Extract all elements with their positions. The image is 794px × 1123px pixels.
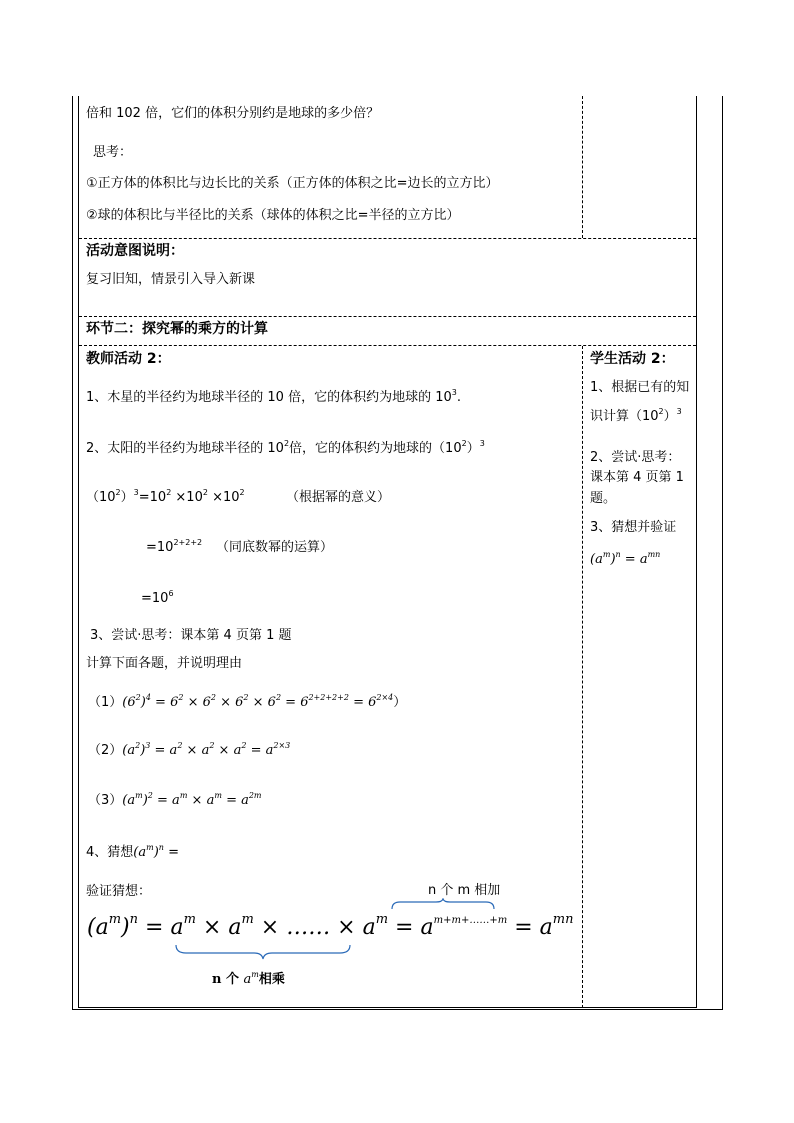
p2-e2: 2 [209,741,215,750]
big-a-5: a [420,915,434,940]
p1-outer-exp: 4 [145,693,151,702]
p2-label: （2） [88,743,123,758]
p3-r-exp: 2m [248,791,262,800]
student-l7-eq: = a [620,552,648,567]
row-divider-3 [79,345,696,346]
column-divider-top [582,96,583,238]
p1-r1-exp: 2+2+2+2 [308,693,349,702]
student-l2-close: ） [663,409,677,424]
eq1-b: ） [120,490,134,505]
p3-outer-exp: 2 [147,791,153,800]
brace-bottom-label [212,972,285,988]
item4-base: a [138,845,147,860]
teacher-item-3-sub: 计算下面各题，并说明理由 [86,656,243,671]
student-l2-exp2: 3 [676,407,682,416]
equation-1-note: （根据幂的意义） [286,490,391,505]
brace-top-label: n 个 m 相加 [428,883,501,898]
equation-3 [141,591,174,607]
inner-bottom-border [79,1007,696,1008]
big-dots: …… [286,915,331,940]
student-l7-a: a [595,552,603,567]
table-left-border [72,96,73,1010]
p2-e3: 2 [241,741,247,750]
big-m-2: m [183,912,196,927]
teacher-title: 教师活动 2： [86,351,171,367]
teacher-item-3: 3、尝试·思考：课本第 4 页第 1 题 [90,628,292,643]
p1-rhs: = 6 [155,695,179,710]
item2-text: 2、太阳的半径约为地球半径的 10 [86,441,284,456]
p2-x2: × a [214,743,242,758]
student-l2-text: 识计算（10 [590,409,659,424]
item2-mid: 倍，它的体积约为地球的（10 [289,441,462,456]
p2-base: a [127,743,136,758]
eq1-b-exp: 3 [133,488,139,497]
p1-close: ） [393,695,407,710]
big-x-1: × [195,915,229,940]
item2-exp2: 2 [461,439,467,448]
p2-base-exp: 2 [135,741,141,750]
item2-exp: 2 [283,439,290,448]
table-bottom-border [72,1009,723,1010]
problem-1: $(1)(6^2)^4 = 6^2 \times 6^2 \times 6^2 \times 6^2 = 6^{2+2+2+2} = 6^{2\times 4}$） [88,693,407,710]
student-l7-m: m [602,550,611,559]
big-a-6: a [539,915,553,940]
eq1-e3: 2 [239,488,245,497]
eq2-base: =10 [146,540,174,555]
student-line-2 [590,409,682,425]
student-line-6: 3、猜想并验证 [590,520,677,535]
item1-text: 1、木星的半径约为地球半径的 10 倍，它的体积约为地球的 10 [86,390,452,405]
eq1-rhs: =10 [138,490,167,505]
p1-x2: × 6 [215,695,244,710]
big-m-1: m [108,912,122,927]
p3-base-exp: m [135,791,143,800]
think-item-1: ①正方体的体积比与边长比的关系（正方体的体积之比=边长的立方比） [86,176,499,191]
p1-label: （1） [88,695,123,710]
intent-text: 复习旧知，情景引入导入新课 [86,272,256,287]
big-mn: mn [552,912,574,927]
p1-r2: = 6 [353,695,377,710]
problem-2: $(2)(a^2)^3 = a^2 \times a^2 \times a^2 = a^{2\times 3}$ [88,741,291,758]
student-line-7: $(a^m)^n = a^{mn}$ [590,550,661,567]
p2-r-exp: 2×3 [273,741,291,750]
verify-label: 验证猜想： [86,884,152,899]
teacher-item-2 [86,441,485,457]
p1-base: 6 [127,695,136,710]
think-label: 思考： [93,145,133,160]
p1-e1: 2 [178,693,184,702]
section2-title: 环节二：探究幂的乘方的计算 [86,321,268,337]
p2-r: = a [250,743,274,758]
eq3-base: =10 [141,591,169,606]
big-a-3: a [228,915,242,940]
big-m-3: m [241,912,254,927]
eq3-exp: 6 [168,589,174,598]
item4-eq: = [163,845,179,860]
big-a-4: a [362,915,376,940]
brace-bottom-post: 相乘 [258,972,285,987]
teacher-item-4: 4、猜想$(a^m)^n$ = [86,843,179,860]
eq1-a: （10 [86,490,116,505]
item4-label: 4、猜想 [86,845,134,860]
p3-r: = a [226,793,249,808]
eq1-e2: 2 [202,488,208,497]
p1-e2: 2 [210,693,216,702]
big-a-1: a [95,915,109,940]
student-l7-n: n [615,550,621,559]
eq1-a-exp: 2 [115,488,121,497]
equation-2-note: （同底数幂的运算） [216,540,334,555]
student-line-5: 题。 [590,491,617,506]
big-x-2: × [253,915,287,940]
row-divider-1 [79,238,696,239]
student-line-4: 课本第 4 页第 1 [590,470,684,485]
big-n-1: n [129,912,139,927]
item4-outer-exp: n [158,843,164,852]
p3-e2: m [214,791,222,800]
big-x-3: × [330,915,363,940]
item2-close: ） [466,441,480,456]
inner-right-border [696,96,697,1008]
intent-title: 活动意图说明： [86,243,184,259]
eq1-x2: ×10 [207,490,240,505]
column-divider-bottom [582,346,583,1008]
item2-exp3: 3 [479,439,485,448]
student-l7-mn: mn [647,550,661,559]
p1-base-exp: 2 [135,693,141,702]
big-m-4: m [375,912,389,927]
think-item-2: ②球的体积比与半径比的关系（球体的体积之比=半径的立方比） [86,208,460,223]
student-l2-exp: 2 [658,407,664,416]
table-right-border [722,96,723,1010]
p1-e4: 2 [275,693,282,702]
big-sum-exp: m+m+……+m [433,915,508,926]
student-line-3: 2、尝试·思考： [590,450,681,465]
bottom-brace [174,944,352,960]
brace-bottom-m: m [251,970,259,979]
item1-exp: 3 [451,388,457,397]
item4-base-exp: m [146,843,154,852]
p3-label: （3） [88,793,123,808]
eq1-e1: 2 [166,488,172,497]
equation-1 [86,490,245,506]
verification-equation: $(a^m)^n = a^m \times a^m$ × …… × $a^m = a^{m+m+\dots\dots+m} = a^{mn}$ [87,912,574,940]
p3-e1: m [179,791,188,800]
eq2-exp: 2+2+2 [173,538,203,547]
p1-x3: × 6 [248,695,276,710]
student-title: 学生活动 2： [590,351,675,367]
item1-end: . [456,390,461,405]
inner-left-border [78,96,79,1008]
brace-bottom-a: a [243,972,252,987]
teacher-item-1 [86,390,461,406]
p3-rhs: = a [157,793,180,808]
equation-2 [146,540,202,556]
p3-x: × a [187,793,215,808]
problem-3: $(3)(a^m)^2 = a^m \times a^m = a^{2m}$ [88,791,262,808]
continuation-text: 倍和 102 倍，它们的体积分别约是地球的多少倍？ [86,106,380,121]
p1-e3: 2 [243,693,249,702]
top-brace [390,898,496,910]
p3-base: a [127,793,136,808]
p2-e1: 2 [177,741,183,750]
p1-x1: × 6 [183,695,211,710]
p2-rhs: = a [154,743,178,758]
brace-bottom-pre: n 个 [212,972,239,987]
p2-x1: × a [182,743,210,758]
p1-r1: = 6 [285,695,309,710]
p2-outer-exp: 3 [145,741,151,750]
p1-r2-exp: 2×4 [376,693,394,702]
big-a-2: a [170,915,184,940]
row-divider-2 [79,316,696,317]
student-line-1: 1、根据已有的知 [590,380,690,395]
eq1-x1: ×10 [171,490,203,505]
